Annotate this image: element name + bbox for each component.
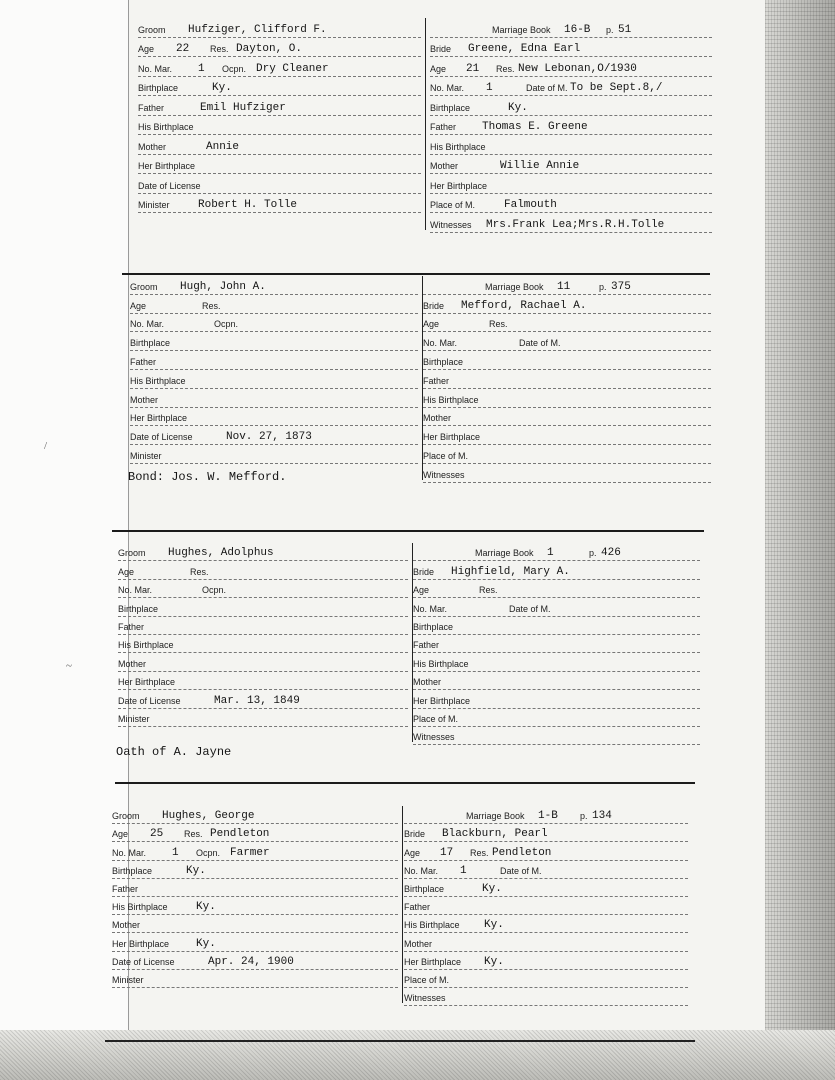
form-row [413, 561, 700, 579]
bride-label: Bride [423, 300, 445, 311]
birthplace-label: Birthplace [118, 603, 159, 614]
her-birthplace-label: Her Birthplace [423, 432, 481, 443]
groom-res: Pendleton [210, 828, 270, 841]
form-row [404, 933, 688, 951]
birthplace-label: Birthplace [112, 865, 153, 876]
bride-mother: Willie Annie [500, 160, 580, 172]
birthplace-label: Birthplace [138, 83, 179, 93]
bride-name: Highfield, Mary A. [451, 565, 570, 578]
groom-label: Groom [138, 24, 166, 35]
form-row [138, 38, 421, 58]
record-note: Bond: Jos. W. Mefford. [128, 470, 287, 484]
form-row [130, 389, 418, 408]
form-row [130, 408, 418, 427]
form-row [404, 842, 688, 860]
groom-age: 22 [176, 43, 190, 55]
his-birthplace-label: His Birthplace [430, 141, 486, 152]
marriage-record-card [0, 806, 835, 1056]
marriage-book-label: Marriage Book [475, 548, 534, 559]
scan-speck: ~ [66, 660, 72, 672]
form-row [423, 276, 711, 295]
marriage-book: 1 [547, 547, 554, 560]
groom-father: Emil Hufziger [200, 101, 286, 114]
form-row [413, 653, 700, 671]
bride-label: Bride [413, 566, 435, 577]
form-row [138, 135, 421, 155]
form-row [423, 332, 711, 351]
form-row [130, 276, 418, 295]
marriage-book-label: Marriage Book [485, 281, 544, 292]
birthplace-label: Birthplace [430, 102, 471, 113]
age-label: Age [430, 63, 447, 74]
card-divider [122, 273, 710, 275]
groom-name: Hughes, George [162, 810, 255, 823]
form-row [138, 116, 421, 136]
form-row [112, 824, 398, 842]
form-row [423, 445, 711, 464]
mother-label: Mother [430, 161, 459, 171]
his-birthplace-label: His Birthplace [423, 394, 479, 405]
witnesses-label: Witnesses [413, 732, 455, 743]
father-label: Father [404, 902, 431, 913]
birthplace-label: Birthplace [413, 621, 454, 632]
form-row [138, 155, 421, 175]
res-label: Res. [210, 44, 229, 54]
form-row [118, 543, 408, 561]
marriage-book: 1-B [538, 810, 558, 823]
groom-label: Groom [118, 548, 146, 559]
her-birthplace-label: Her Birthplace [112, 938, 170, 949]
form-row [430, 38, 712, 58]
form-row [404, 861, 688, 879]
form-row [130, 370, 418, 389]
her-birthplace-label: Her Birthplace [413, 695, 471, 706]
form-row [138, 96, 421, 116]
bride-birthplace: Ky. [482, 882, 502, 895]
age-label: Age [413, 585, 430, 596]
form-row [118, 690, 408, 708]
form-row [413, 672, 700, 690]
age-label: Age [130, 300, 147, 311]
age-label: Age [423, 319, 440, 330]
groom-label: Groom [112, 811, 140, 822]
form-row [423, 295, 711, 314]
form-row [413, 635, 700, 653]
witnesses: Mrs.Frank Lea;Mrs.R.H.Tolle [486, 218, 665, 231]
witnesses-label: Witnesses [404, 993, 446, 1004]
father-label: Father [413, 640, 440, 651]
res-label: Res. [496, 63, 515, 74]
date-of-license-label: Date of License [112, 956, 175, 967]
bride-label: Bride [404, 829, 426, 840]
form-row [404, 824, 688, 842]
groom-ocpn: Dry Cleaner [256, 62, 329, 75]
form-row [112, 861, 398, 879]
bride-label: Bride [430, 44, 452, 54]
form-row [423, 464, 711, 483]
page-label: p. [580, 811, 588, 822]
groom-her-birthplace: Ky. [196, 937, 216, 950]
birthplace-label: Birthplace [404, 883, 445, 894]
form-row [430, 213, 712, 233]
res-label: Res. [479, 585, 498, 596]
no-mar-label: No. Mar. [112, 847, 147, 858]
form-row [430, 57, 712, 77]
date-of-license-label: Date of License [138, 180, 201, 191]
date-of-m-label: Date of M. [500, 865, 542, 876]
minister-label: Minister [112, 974, 144, 985]
form-row [430, 135, 712, 155]
date-of-m-label: Date of M. [519, 338, 561, 349]
marriage-page: 134 [592, 810, 612, 823]
form-row [430, 96, 712, 116]
birthplace-label: Birthplace [423, 356, 464, 367]
form-row [430, 18, 712, 38]
marriage-page: 51 [618, 23, 632, 36]
bride-age: 21 [466, 62, 480, 75]
age-label: Age [138, 44, 155, 54]
mother-label: Mother [423, 413, 452, 424]
form-row [413, 617, 700, 635]
father-label: Father [130, 356, 157, 367]
form-row [130, 295, 418, 314]
form-row [130, 351, 418, 370]
her-birthplace-label: Her Birthplace [430, 180, 488, 191]
page-label: p. [589, 548, 597, 559]
form-row [404, 970, 688, 988]
groom-age: 25 [150, 828, 164, 841]
his-birthplace-label: His Birthplace [112, 902, 168, 913]
mother-label: Mother [130, 394, 159, 405]
no-mar-label: No. Mar. [404, 865, 439, 876]
bride-age: 17 [440, 846, 454, 859]
father-label: Father [112, 883, 139, 894]
form-row [413, 727, 700, 745]
form-row [130, 445, 418, 464]
bride-his-birthplace: Ky. [484, 919, 504, 932]
res-label: Res. [190, 566, 209, 577]
place-of-marriage: Falmouth [504, 199, 557, 211]
page-label: p. [599, 281, 607, 292]
form-row [404, 988, 688, 1006]
birthplace-label: Birthplace [130, 338, 171, 349]
groom-birthplace: Ky. [186, 864, 206, 877]
res-label: Res. [470, 847, 489, 858]
his-birthplace-label: His Birthplace [413, 658, 469, 669]
groom-res: Dayton, O. [236, 43, 303, 55]
form-row [430, 116, 712, 136]
form-row [404, 915, 688, 933]
form-row [423, 389, 711, 408]
marriage-book: 11 [557, 280, 571, 293]
groom-name: Hughes, Adolphus [168, 547, 274, 560]
bride-no-mar: 1 [460, 864, 467, 877]
bride-name: Mefford, Rachael A. [461, 299, 587, 312]
bride-no-mar: 1 [486, 82, 493, 94]
mother-label: Mother [112, 920, 141, 931]
place-of-m-label: Place of M. [404, 974, 450, 985]
form-row [138, 174, 421, 194]
groom-no-mar: 1 [198, 62, 205, 75]
form-row [413, 690, 700, 708]
form-row [430, 77, 712, 97]
no-mar-label: No. Mar. [138, 63, 173, 74]
form-row [138, 77, 421, 97]
groom-no-mar: 1 [172, 846, 179, 859]
form-row [423, 351, 711, 370]
his-birthplace-label: His Birthplace [118, 640, 174, 651]
record-note: Oath of A. Jayne [116, 745, 232, 759]
form-row [413, 709, 700, 727]
no-mar-label: No. Mar. [423, 338, 458, 349]
witnesses-label: Witnesses [430, 219, 472, 230]
father-label: Father [423, 375, 450, 386]
form-row [430, 194, 712, 214]
groom-minister: Robert H. Tolle [198, 199, 298, 211]
his-birthplace-label: His Birthplace [138, 122, 194, 132]
father-label: Father [118, 621, 145, 632]
ocpn-label: Ocpn. [196, 847, 221, 858]
mother-label: Mother [413, 677, 442, 688]
date-of-license-label: Date of License [118, 695, 181, 706]
ocpn-label: Ocpn. [214, 319, 239, 330]
no-mar-label: No. Mar. [118, 585, 153, 596]
bride-father: Thomas E. Greene [482, 121, 588, 133]
form-row [404, 897, 688, 915]
form-row [423, 314, 711, 333]
groom-mother: Annie [206, 140, 240, 153]
form-row [112, 806, 398, 824]
no-mar-label: No. Mar. [430, 83, 465, 93]
page-label: p. [606, 24, 614, 35]
scan-speck: / [44, 440, 48, 452]
groom-his-birthplace: Ky. [196, 901, 216, 914]
form-row [112, 879, 398, 897]
his-birthplace-label: His Birthplace [130, 375, 186, 386]
form-row [130, 426, 418, 445]
minister-label: Minister [118, 713, 150, 724]
form-row [112, 915, 398, 933]
bride-name: Blackburn, Pearl [442, 828, 548, 841]
groom-name: Hufziger, Clifford F. [188, 23, 327, 36]
minister-label: Minister [138, 200, 170, 210]
groom-ocpn: Farmer [230, 846, 270, 859]
no-mar-label: No. Mar. [130, 319, 165, 330]
form-row [118, 709, 408, 727]
bride-column [430, 18, 712, 233]
groom-birthplace: Ky. [212, 82, 232, 94]
marriage-record-card [0, 18, 835, 268]
bride-name: Greene, Edna Earl [468, 43, 581, 55]
her-birthplace-label: Her Birthplace [130, 413, 188, 424]
groom-column [112, 806, 403, 1003]
form-row [138, 18, 421, 38]
form-row [130, 314, 418, 333]
bride-birthplace: Ky. [508, 101, 528, 114]
father-label: Father [138, 102, 165, 113]
bride-res: New Lebonan,O/1930 [518, 62, 637, 75]
mother-label: Mother [138, 141, 167, 152]
form-row [404, 806, 688, 824]
mother-label: Mother [404, 938, 433, 949]
form-row [423, 408, 711, 427]
form-row [112, 970, 398, 988]
his-birthplace-label: His Birthplace [404, 920, 460, 931]
marriage-page: 426 [601, 547, 621, 560]
date-of-license: Apr. 24, 1900 [208, 955, 294, 968]
form-row [138, 194, 421, 214]
form-row [423, 370, 711, 389]
form-row [138, 57, 421, 77]
form-row [430, 174, 712, 194]
marriage-book-label: Marriage Book [466, 811, 525, 822]
form-row [112, 842, 398, 860]
groom-column [118, 543, 413, 742]
form-row [112, 897, 398, 915]
form-row [423, 426, 711, 445]
form-row [413, 580, 700, 598]
form-row [118, 561, 408, 579]
date-of-m-label: Date of M. [509, 603, 551, 614]
date-of-marriage: To be Sept.8,/ [570, 82, 663, 94]
place-of-m-label: Place of M. [423, 450, 469, 461]
form-row [130, 332, 418, 351]
bride-column [404, 806, 688, 1006]
marriage-book-label: Marriage Book [492, 24, 551, 35]
marriage-record-card [0, 276, 835, 526]
card-divider [112, 530, 704, 532]
marriage-book: 16-B [564, 23, 591, 36]
witnesses-label: Witnesses [423, 469, 465, 480]
date-of-license: Nov. 27, 1873 [226, 431, 312, 444]
form-row [118, 617, 408, 635]
marriage-page: 375 [611, 280, 631, 293]
date-of-license: Mar. 13, 1849 [214, 694, 300, 707]
her-birthplace-label: Her Birthplace [404, 956, 462, 967]
age-label: Age [112, 829, 129, 840]
age-label: Age [118, 566, 135, 577]
mother-label: Mother [118, 658, 147, 669]
form-row [112, 933, 398, 951]
groom-column [138, 18, 426, 230]
groom-label: Groom [130, 281, 158, 292]
bride-column [423, 276, 711, 483]
groom-name: Hugh, John A. [180, 280, 266, 293]
date-of-license-label: Date of License [130, 432, 193, 443]
res-label: Res. [184, 829, 203, 840]
form-row [112, 952, 398, 970]
res-label: Res. [489, 319, 508, 330]
father-label: Father [430, 122, 457, 132]
bride-her-birthplace: Ky. [484, 955, 504, 968]
form-row [118, 653, 408, 671]
place-of-m-label: Place of M. [413, 713, 459, 724]
age-label: Age [404, 847, 421, 858]
form-row [118, 580, 408, 598]
no-mar-label: No. Mar. [413, 603, 448, 614]
form-row [413, 598, 700, 616]
date-of-m-label: Date of M. [526, 83, 568, 93]
bride-res: Pendleton [492, 846, 552, 859]
bride-column [413, 543, 700, 745]
ocpn-label: Ocpn. [222, 63, 247, 74]
ocpn-label: Ocpn. [202, 585, 227, 596]
form-row [430, 155, 712, 175]
form-row [413, 543, 700, 561]
res-label: Res. [202, 300, 221, 311]
form-row [118, 672, 408, 690]
place-of-m-label: Place of M. [430, 200, 476, 210]
form-row [118, 598, 408, 616]
form-row [118, 635, 408, 653]
form-row [404, 952, 688, 970]
her-birthplace-label: Her Birthplace [138, 161, 196, 171]
her-birthplace-label: Her Birthplace [118, 677, 176, 688]
minister-label: Minister [130, 450, 162, 461]
form-row [404, 879, 688, 897]
groom-column [130, 276, 423, 480]
